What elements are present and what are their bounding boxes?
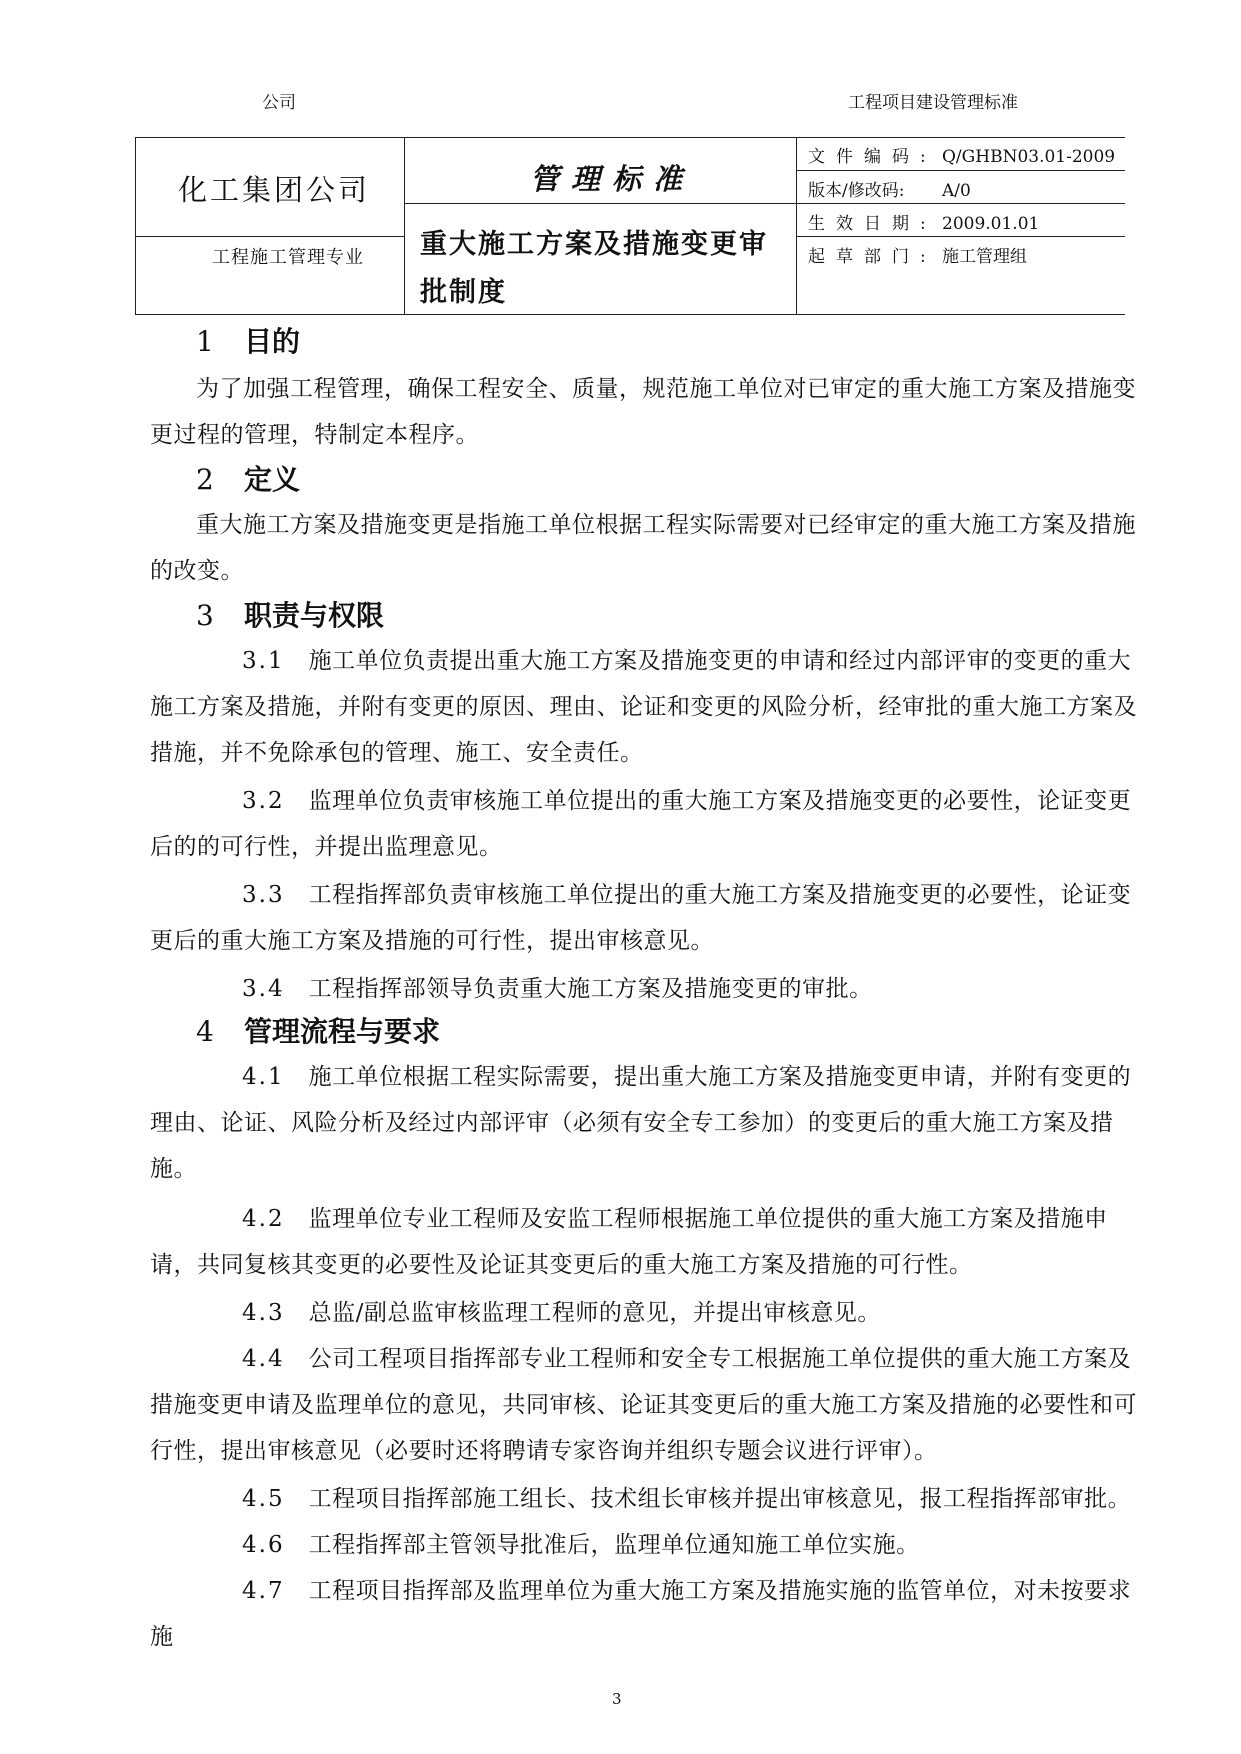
paragraph-4-2: 4.2 监理单位专业工程师及安监工程师根据施工单位提供的重大施工方案及措施申请，共同复核其变更的必要性及论证其变更后的重大施工方案及措施的可行性。	[150, 1206, 1108, 1278]
section-heading-3: 3 职责与权限	[196, 599, 385, 632]
page-header-left: 公司	[262, 93, 296, 113]
standard-title: 管理标准	[530, 162, 695, 196]
paragraph-4-6: 4.6 工程指挥部主管领导批准后，监理单位通知施工单位实施。	[242, 1532, 920, 1558]
document-title-line-1: 重大施工方案及措施变更审	[420, 229, 768, 260]
paragraph-4-5: 4.5 工程项目指挥部施工组长、技术组长审核并提出审核意见，报工程指挥部审批。	[242, 1486, 1132, 1512]
paragraph-3-2: 3.2 监理单位负责审核施工单位提出的重大施工方案及措施变更的必要性，论证变更后的的可行性，并提出监理意见。	[150, 788, 1132, 860]
meta-draft-dept: 起草部门: 施工管理组	[808, 247, 1027, 267]
meta-effective-date: 生效日期: 2009.01.01	[808, 214, 1040, 234]
section-heading-1: 1 目的	[196, 325, 301, 358]
paragraph-4-3: 4.3 总监/副总监审核监理工程师的意见，并提出审核意见。	[242, 1300, 881, 1326]
page-number: 3	[612, 1690, 622, 1708]
document-title-line-2: 批制度	[420, 277, 507, 308]
paragraph-definition: 重大施工方案及措施变更是指施工单位根据工程实际需要对已经审定的重大施工方案及措施的改变。	[150, 512, 1136, 584]
paragraph-3-4: 3.4 工程指挥部领导负责重大施工方案及措施变更的审批。	[242, 976, 873, 1002]
company-name: 化工集团公司	[178, 173, 371, 207]
meta-version: 版本/修改码: A/0	[808, 181, 971, 201]
page-header-right: 工程项目建设管理标准	[848, 93, 1018, 113]
paragraph-4-4: 4.4 公司工程项目指挥部专业工程师和安全专工根据施工单位提供的重大施工方案及措施变更申请及监理单位的意见，共同审核、论证其变更后的重大施工方案及措施的必要性和可行性，提出审核意见（必要时还将聘请专家咨询并组织专题会议进行评审）。	[150, 1346, 1137, 1464]
section-heading-2: 2 定义	[196, 463, 301, 496]
paragraph-purpose: 为了加强工程管理，确保工程安全、质量，规范施工单位对已审定的重大施工方案及措施变更过程的管理，特制定本程序。	[150, 376, 1136, 448]
meta-doc-code: 文件编码: Q/GHBN03.01-2009	[808, 147, 1116, 167]
section-heading-4: 4 管理流程与要求	[196, 1015, 441, 1048]
paragraph-3-1: 3.1 施工单位负责提出重大施工方案及措施变更的申请和经过内部评审的变更的重大施工方案及措施，并附有变更的原因、理由、论证和变更的风险分析，经审批的重大施工方案及措施，并不免除承包的管理、施工、安全责任。	[150, 648, 1137, 766]
paragraph-4-1: 4.1 施工单位根据工程实际需要，提出重大施工方案及措施变更申请，并附有变更的理由、论证、风险分析及经过内部评审（必须有安全专工参加）的变更后的重大施工方案及措施。	[150, 1064, 1132, 1182]
paragraph-3-3: 3.3 工程指挥部负责审核施工单位提出的重大施工方案及措施变更的必要性，论证变更后的重大施工方案及措施的可行性，提出审核意见。	[150, 882, 1132, 954]
specialty-label: 工程施工管理专业	[212, 247, 364, 268]
paragraph-4-7: 4.7 工程项目指挥部及监理单位为重大施工方案及措施实施的监管单位，对未按要求施	[150, 1578, 1132, 1650]
